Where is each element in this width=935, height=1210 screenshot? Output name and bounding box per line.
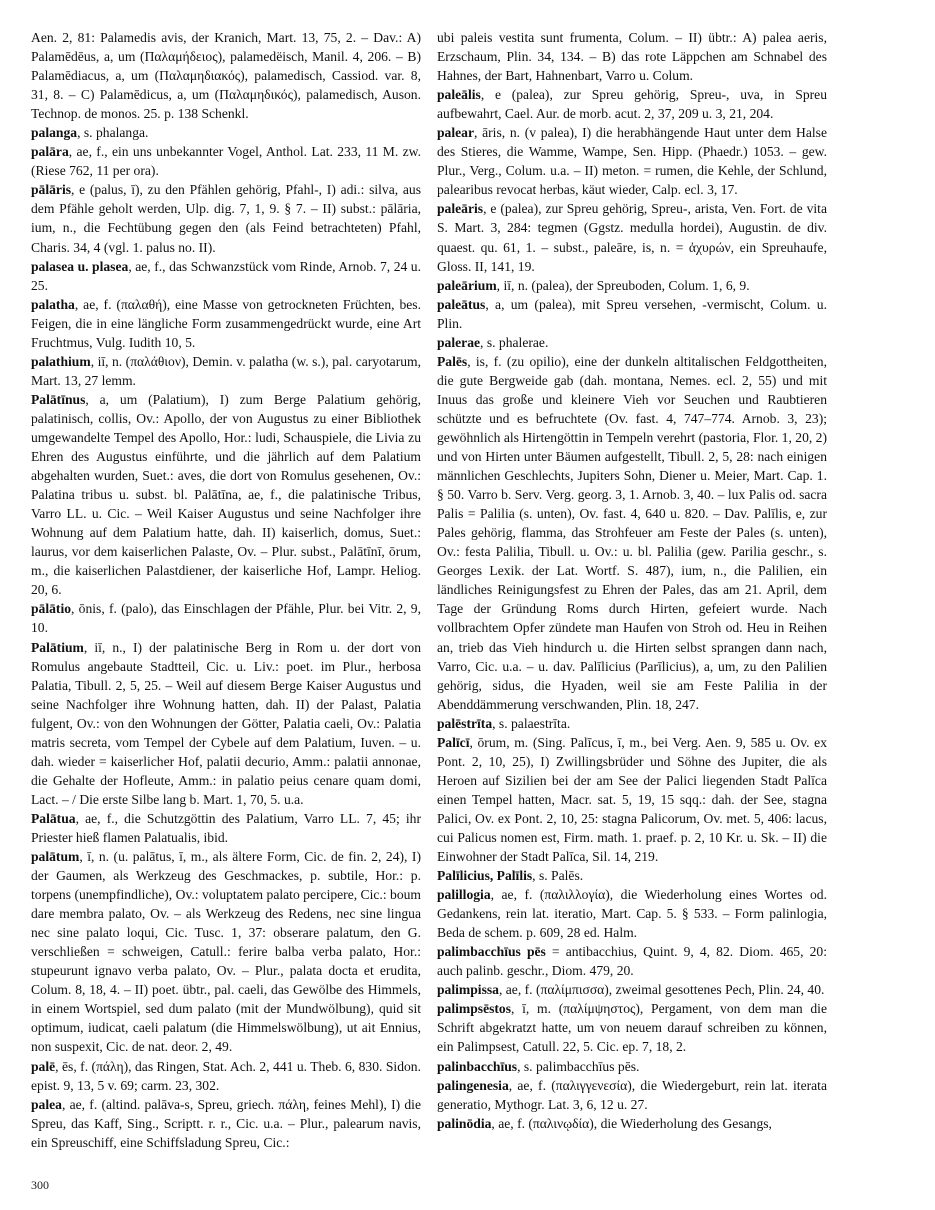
entry-text: , ōrum, m. (Sing. Palīcus, ī, m., bei Verg. Aen. 9, 585 u. Ov. ex Pont. 2, 10, 25), I) Zwillingsbrüder und Söhne des Jupiter, die als Heroen auf Sizilien bei der am See der Palici liegenden Stadt Palīca einen Tempel hatten, Macr. sat. 5, 19, 15 sqq.: dah. der See, stagna Palici, Ov. ex Pont. 2, 10, 25: stagna Palicorum, Ov. met. 5, 406: lacus, cui Palicus nomen est, Firm. math. 1. praef. p. 2, 10 Kr. u. Sk. – II) die Einwohner der Stadt Palīca, Sil. 14, 219.	[437, 734, 827, 865]
dictionary-entry	[437, 276, 827, 295]
dictionary-entry	[31, 142, 421, 180]
dictionary-entry	[437, 1076, 827, 1114]
right-column	[437, 28, 827, 1133]
entry-headword: Palātīnus	[31, 391, 86, 407]
entry-text: , iī, n. (palea), der Spreuboden, Colum. 1, 6, 9.	[496, 277, 750, 293]
entry-text: Aen. 2, 81: Palamedis avis, der Kranich, Mart. 13, 75, 2. – Dav.: A) Palamēdēus, a, um (Παλαμήδειος), palamedëisch, Manil. 4, 206. – B) Palamēdiacus, a, um (Παλαμηδιακός), palamedisch, Cassiod. var. 8, 31, 8. – C) Palamēdicus, a, um (Παλαμηδικός), palamedisch, Auson. Technop. de monos. 25. p. 138 Schenkl.	[31, 30, 421, 122]
entry-text: , ae, f., die Schutzgöttin des Palatium, Varro LL. 7, 45; ihr Priester hieß flamen Palatualis, ibid.	[31, 810, 421, 845]
entry-text: , s. palimbacchīus pēs.	[517, 1058, 640, 1074]
entry-text: , ī, m. (παλίμψηστος), Pergament, von dem man die Schrift abgekratzt hatte, um von neuem darauf schreiben zu können, ein Palimpsest, Catull. 22, 5. Cic. ep. 7, 18, 2.	[437, 1001, 827, 1055]
dictionary-entry	[31, 1057, 421, 1095]
entry-text: , ae, f. (altind. palāva-s, Spreu, griech. πάλη, feines Mehl), I) die Spreu, das Kaff, Sing., Scriptt. r. r., Cic. u.a. – Plur., palearum navis, ein Spreuschiff, eine Schiffsladung Spreu, Cic.:	[31, 1096, 421, 1150]
dictionary-entry	[437, 295, 827, 333]
dictionary-entry	[31, 257, 421, 295]
dictionary-entry	[437, 866, 827, 885]
entry-headword: palea	[31, 1096, 62, 1112]
entry-headword: Palīcī	[437, 734, 470, 750]
entry-headword: Palēs	[437, 353, 468, 369]
entry-text: , e (palea), zur Spreu gehörig, Spreu-, uva, in Spreu aufbewahrt, Cael. Aur. de morb. acut. 2, 37, 209 u. 3, 21, 204.	[437, 87, 827, 122]
entry-headword: Palātua	[31, 810, 76, 826]
dictionary-entry	[437, 333, 827, 352]
dictionary-entry	[31, 599, 421, 637]
entry-headword: palātum	[31, 849, 80, 865]
entry-text: , is, f. (zu opilio), eine der dunkeln altitalischen Feldgottheiten, die gute Bergweide gab (dah. montana, Nemes. ecl. 2, 55) und mit Inuus das große und kleinere Vieh vor Seuchen und Raubtieren schützte und es befruchtete (Ov. fast. 4, 747–774. Arnob. 3, 23); gewöhnlich als Hirtengöttin in Tempeln verehrt (pastoria, Flor. 1, 20, 2) und von Hirten unter Bäumen aufgestellt, Tibull. 2, 5, 28: nach einigen männlichen Geschlechts, Jupiters Sohn, Diener u. Meier, Mart. Cap. 1. § 50. Varro b. Serv. Verg. georg. 3, 1. Arnob. 3, 40. – lux Palis od. sacra Palis = Palilia (s. unten), Ov. fast. 4, 640 u. 820. – Dav. Palīlis, e, zur Pales gehörig, flamma, das Strohfeuer am Feste der Pales (s. unten), Ov.: festa Palilia, Tibull. u. Ov.: u. bl. Palilia (gew. Parilia geschr., s. Georges Lexik. der Lat. Wortf. S. 487), ium, n., die Palilien, ein ländliches Reinigungsfest zu Ehren der Pales, das am 21. April, dem Tage der Gründung Roms durch Hirten, gefeiert wurde. Nach vollbrachtem Opfer zündete man Haufen von Stroh od. Heu in Reihen an, trieb das Vieh hindurch u. die Hirten selbst sprangen dann nach, Varro, Cic. u.a. – u. dav. Palīlicius (Parīlicius), a, um, zu den Palilien gehörig, sidus, die Hyaden, weil sie am Feste Palilia in der Abenddämmerung verschwanden, Plin. 18, 247.	[437, 353, 827, 712]
dictionary-entry	[437, 714, 827, 733]
entry-text: , s. Palēs.	[532, 868, 584, 884]
entry-headword: palāra	[31, 144, 69, 160]
entry-text: , iī, n., I) der palatinische Berg in Rom u. der dort von Romulus angebaute Stadtteil, Cic. u. Liv.: poet. im Plur., herbosa Palatia, Tibull. 2, 5, 25. – Weil auf diesem Berge Kaiser Augustus und seine Nachfolger ihre Wohnung hatten, dah. II) der Palast, Palatia fulgent, Ov.: von den Wohnungen der Götter, Palatia caeli, Ov.: Palatia matris secreta, vom Tempel der Cybele auf dem Palatium, Iuven. – u. dah. wieder = kaiserlicher Hof, palatii decurio, Amm.: palatii annonae, die Gehalte der Hofleute, Amm.: in palatio peius cenare quam domi, Lact. – / Die erste Silbe lang b. Mart. 1, 70, 5. u.a.	[31, 639, 421, 807]
entry-headword: palingenesia	[437, 1077, 509, 1093]
dictionary-entry	[437, 942, 827, 980]
entry-text: , ae, f. (παλαθή), eine Masse von getrockneten Früchten, bes. Feigen, die in eine längliche Form zusammengedrückt wurde, eine Art Fruchtmus, Vulg. Iudith 10, 5.	[31, 296, 421, 350]
entry-text: , ae, f., ein uns unbekannter Vogel, Anthol. Lat. 233, 11 M. zw. (Riese 762, 11 per ora).	[31, 144, 421, 179]
entry-headword: Palātium	[31, 639, 84, 655]
entry-text: , ī, n. (u. palātus, ī, m., als ältere Form, Cic. de fin. 2, 24), I) der Gaumen, als Werkzeug des Geschmackes, p. subtile, Hor.: p. torpens (unempfindliche), Ov.: voluptatem palato percipere, Cic.: boum dare membra palato, Ov. – als Werkzeug des Redens, nec sine lingua nec sine palato loqui, Cic. Tusc. 1, 37: obserare palatum, den G. verschließen = schweigen, Catull.: ferire balba verba palato, Hor.: stupeurunt ignavo verba palato, Ov. – Plur., palata docta et erudita, Colum. 8, 18, 4. – II) poet. übtr., pal. caeli, das Gewölbe des Himmels, in einem Wortspiel, sed dum palato (mit der Mundwölbung), quid sit optimum, iudicat, caeli palatum (die Himmelswölbung), ut ait Ennius, non suspexit, Cic. de nat. deor. 2, 49.	[31, 849, 421, 1055]
entry-text: , ae, f. (παλινῳδία), die Wiederholung des Gesangs,	[491, 1115, 772, 1131]
dictionary-entry	[31, 352, 421, 390]
entry-text: , āris, n. (v palea), I) die herabhängende Haut unter dem Halse des Stieres, die Wamme, Wampe, Sen. Hipp. (Phaedr.) 1053. – gew. Plur., Verg., Colum. u.a. – II) meton. = rumen, die Kehle, der Schlund, palearibus revocat herbas, käut wieder, Calp. ecl. 3, 17.	[437, 125, 827, 198]
dictionary-entry	[31, 1095, 421, 1152]
entry-headword: palerae	[437, 334, 481, 350]
entry-text: = antibacchius, Quint. 9, 4, 82. Diom. 465, 20: auch palinb. geschr., Diom. 479, 20.	[437, 944, 827, 979]
dictionary-entry	[31, 180, 421, 256]
entry-headword: pālāris	[31, 182, 72, 198]
dictionary-entry	[437, 733, 827, 866]
dictionary-entry	[437, 980, 827, 999]
dictionary-entry	[31, 638, 421, 809]
entry-text: , a, um (Palatium), I) zum Berge Palatium gehörig, palatinisch, collis, Ov.: Apollo, der von Augustus zu einer Bibliothek umgewandelte Tempel des Apollo, Hor.: ludi, Schauspiele, die Livia zu Ehren des Augustus einführte, und die jährlich auf dem Palatium abgehalten wurden, Suet.: aves, die dort von Romulus gesehenen, Ov.: Palatina tribus u. subst. bl. Palātīna, ae, f., die palatinische Tribus, Varro LL. u. Cic. – Weil Kaiser Augustus und seine Nachfolger ihre Wohnung auf dem Palatium hatte, dah. II) kaiserlich, domus, Suet.: laurus, vor dem kaiserlichen Palaste, Ov. – Plur. subst., Palātīnī, ōrum, m., die kaiserlichen Palastdiener, der kaiserliche Hof, Lampr. Heliog. 20, 6.	[31, 391, 421, 598]
entry-headword: palimpissa	[437, 982, 499, 998]
entry-text: , ae, f. (παλίμπισσα), zweimal gesottenes Pech, Plin. 24, 40.	[498, 982, 825, 998]
entry-headword: palanga	[31, 125, 78, 141]
dictionary-entry	[31, 123, 421, 142]
dictionary-entry	[31, 295, 421, 352]
entry-headword: Palīlicius, Palīlis	[437, 868, 533, 884]
entry-headword: palasea u. plasea	[31, 258, 129, 274]
left-column	[31, 28, 421, 1152]
entry-headword: palinbacchīus	[437, 1058, 518, 1074]
entry-text: , s. phalanga.	[77, 125, 149, 141]
entry-headword: palimbacchīus pēs	[437, 944, 546, 960]
dictionary-entry	[31, 847, 421, 1057]
dictionary-entry	[437, 85, 827, 123]
entry-text: ubi paleis vestita sunt frumenta, Colum. – II) übtr.: A) palea aeris, Erzschaum, Plin. 34, 134. – B) das rote Läppchen am Schnabel des Hahnes, der Bart, Hahnenbart, Varro u. Colum.	[437, 30, 827, 84]
entry-text: , ōnis, f. (palo), das Einschlagen der Pfähle, Plur. bei Vitr. 2, 9, 10.	[31, 601, 421, 636]
dictionary-entry	[437, 123, 827, 199]
entry-text: , ēs, f. (πάλη), das Ringen, Stat. Ach. 2, 441 u. Theb. 6, 830. Sidon. epist. 9, 13, 5 v. 69; carm. 23, 302.	[31, 1058, 421, 1093]
entry-headword: palillogia	[437, 887, 491, 903]
entry-headword: paleārium	[437, 277, 497, 293]
entry-text: , e (palus, ī), zu den Pfählen gehörig, Pfahl-, I) adi.: silva, aus dem Pfähle geholt werden, Ulp. dig. 7, 1, 9. § 7. – II) subst.: pālāria, ium, n., die Fechtübung gegen den (als Feind betrachteten) Pfahl, Charis. 34, 4 (vgl. 1. palus no. II).	[31, 182, 421, 255]
entry-text: , iī, n. (παλάθιον), Demin. v. palatha (w. s.), pal. caryotarum, Mart. 13, 27 lemm.	[31, 353, 421, 388]
dictionary-entry	[437, 885, 827, 942]
entry-headword: paleāris	[437, 201, 484, 217]
entry-headword: palathium	[31, 353, 91, 369]
entry-text: , ae, f. (παλιλλογία), die Wiederholung eines Wortes od. Gedankens, rein lat. iteratio, Mart. Cap. 5. § 533. – Form palinlogia, Beda de schem. p. 609, 28 ed. Halm.	[437, 887, 827, 941]
entry-text: , ae, f. (παλιγγενεσία), die Wiedergeburt, rein lat. iterata generatio, Mythogr. Lat. 3, 6, 12 u. 27.	[437, 1077, 827, 1112]
entry-text: , s. palaestrīta.	[492, 715, 571, 731]
entry-text: , a, um (palea), mit Spreu versehen, -vermischt, Colum. u. Plin.	[437, 296, 827, 331]
entry-headword: palinōdia	[437, 1115, 492, 1131]
page-number: 300	[31, 1178, 49, 1192]
dictionary-entry	[437, 28, 827, 85]
dictionary-entry	[31, 390, 421, 600]
entry-headword: pālātio	[31, 601, 72, 617]
dictionary-entry	[437, 199, 827, 275]
entry-headword: palear	[437, 125, 474, 141]
dictionary-entry	[437, 999, 827, 1056]
entry-headword: palatha	[31, 296, 75, 312]
dictionary-entry	[437, 1114, 827, 1133]
entry-text: , e (palea), zur Spreu gehörig, Spreu-, arista, Ven. Fort. de vita S. Mart. 3, 284: tegmen (Ggstz. medulla hordei), Augustin. de div. quaest. qu. 61, 1. – subst., paleāre, is, n. = ἀχυρών, ein Spreuhaufe, Gloss. II, 141, 19.	[437, 201, 827, 274]
entry-headword: palēstrīta	[437, 715, 493, 731]
entry-headword: paleātus	[437, 296, 486, 312]
entry-headword: palē	[31, 1058, 56, 1074]
entry-text: , s. phalerae.	[480, 334, 549, 350]
entry-headword: palimpsēstos	[437, 1001, 512, 1017]
entry-headword: paleālis	[437, 87, 481, 103]
dictionary-entry	[31, 28, 421, 123]
dictionary-entry	[437, 1057, 827, 1076]
dictionary-entry	[437, 352, 827, 714]
dictionary-entry	[31, 809, 421, 847]
entry-text: , ae, f., das Schwanzstück vom Rinde, Arnob. 7, 24 u. 25.	[31, 258, 421, 293]
